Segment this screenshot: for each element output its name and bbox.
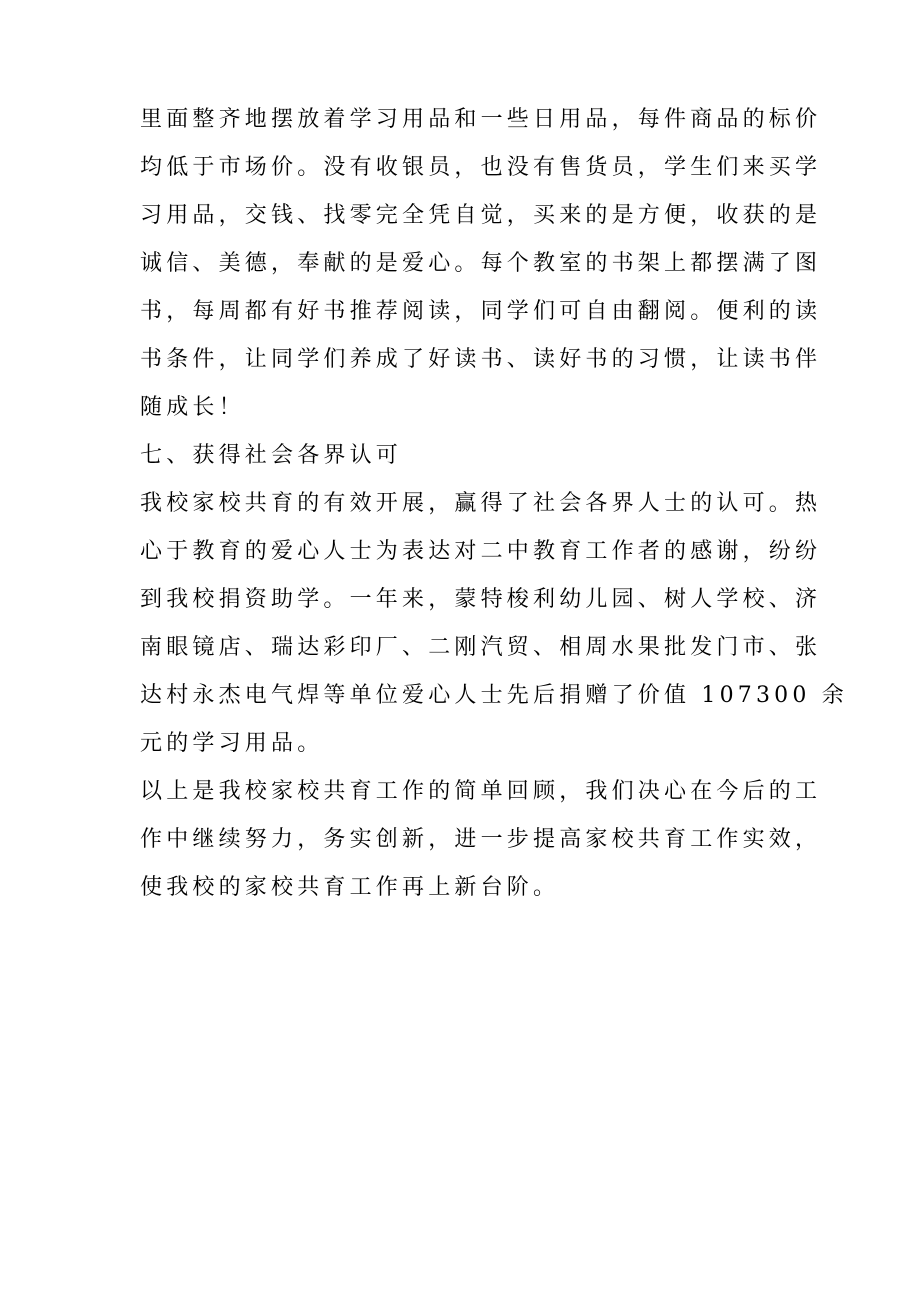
text-line: 心于教育的爱心人士为表达对二中教育工作者的感谢，纷纷: [140, 539, 822, 564]
text-line: 元的学习用品。: [140, 731, 324, 756]
text-line: 我校家校共育的有效开展，赢得了社会各界人士的认可。热: [140, 491, 822, 516]
text-line: 里面整齐地摆放着学习用品和一些日用品，每件商品的标价: [140, 107, 822, 132]
text-line: 书，每周都有好书推荐阅读，同学们可自由翻阅。便利的读: [140, 299, 822, 324]
text-line: 习用品，交钱、找零完全凭自觉，买来的是方便，收获的是: [140, 203, 822, 228]
text-line: 书条件，让同学们养成了好读书、读好书的习惯，让读书伴: [140, 347, 822, 372]
section-heading: 七、获得社会各界认可: [140, 443, 403, 468]
text-line: 诚信、美德，奉献的是爱心。每个教室的书架上都摆满了图: [140, 251, 822, 276]
text-line: 以上是我校家校共育工作的简单回顾，我们决心在今后的工: [140, 779, 822, 804]
text-line: 到我校捐资助学。一年来，蒙特梭利幼儿园、树人学校、济: [140, 587, 822, 612]
text-line: 达村永杰电气焊等单位爱心人士先后捐赠了价值 107300 余: [140, 683, 848, 708]
text-line: 使我校的家校共育工作再上新台阶。: [140, 875, 560, 900]
text-line: 随成长！: [140, 395, 245, 420]
text-line: 均低于市场价。没有收银员，也没有售货员，学生们来买学: [140, 155, 822, 180]
text-line: 南眼镜店、瑞达彩印厂、二刚汽贸、相周水果批发门市、张: [140, 635, 822, 660]
text-line: 作中继续努力，务实创新，进一步提高家校共育工作实效，: [140, 827, 822, 852]
document-body: [140, 96, 848, 912]
